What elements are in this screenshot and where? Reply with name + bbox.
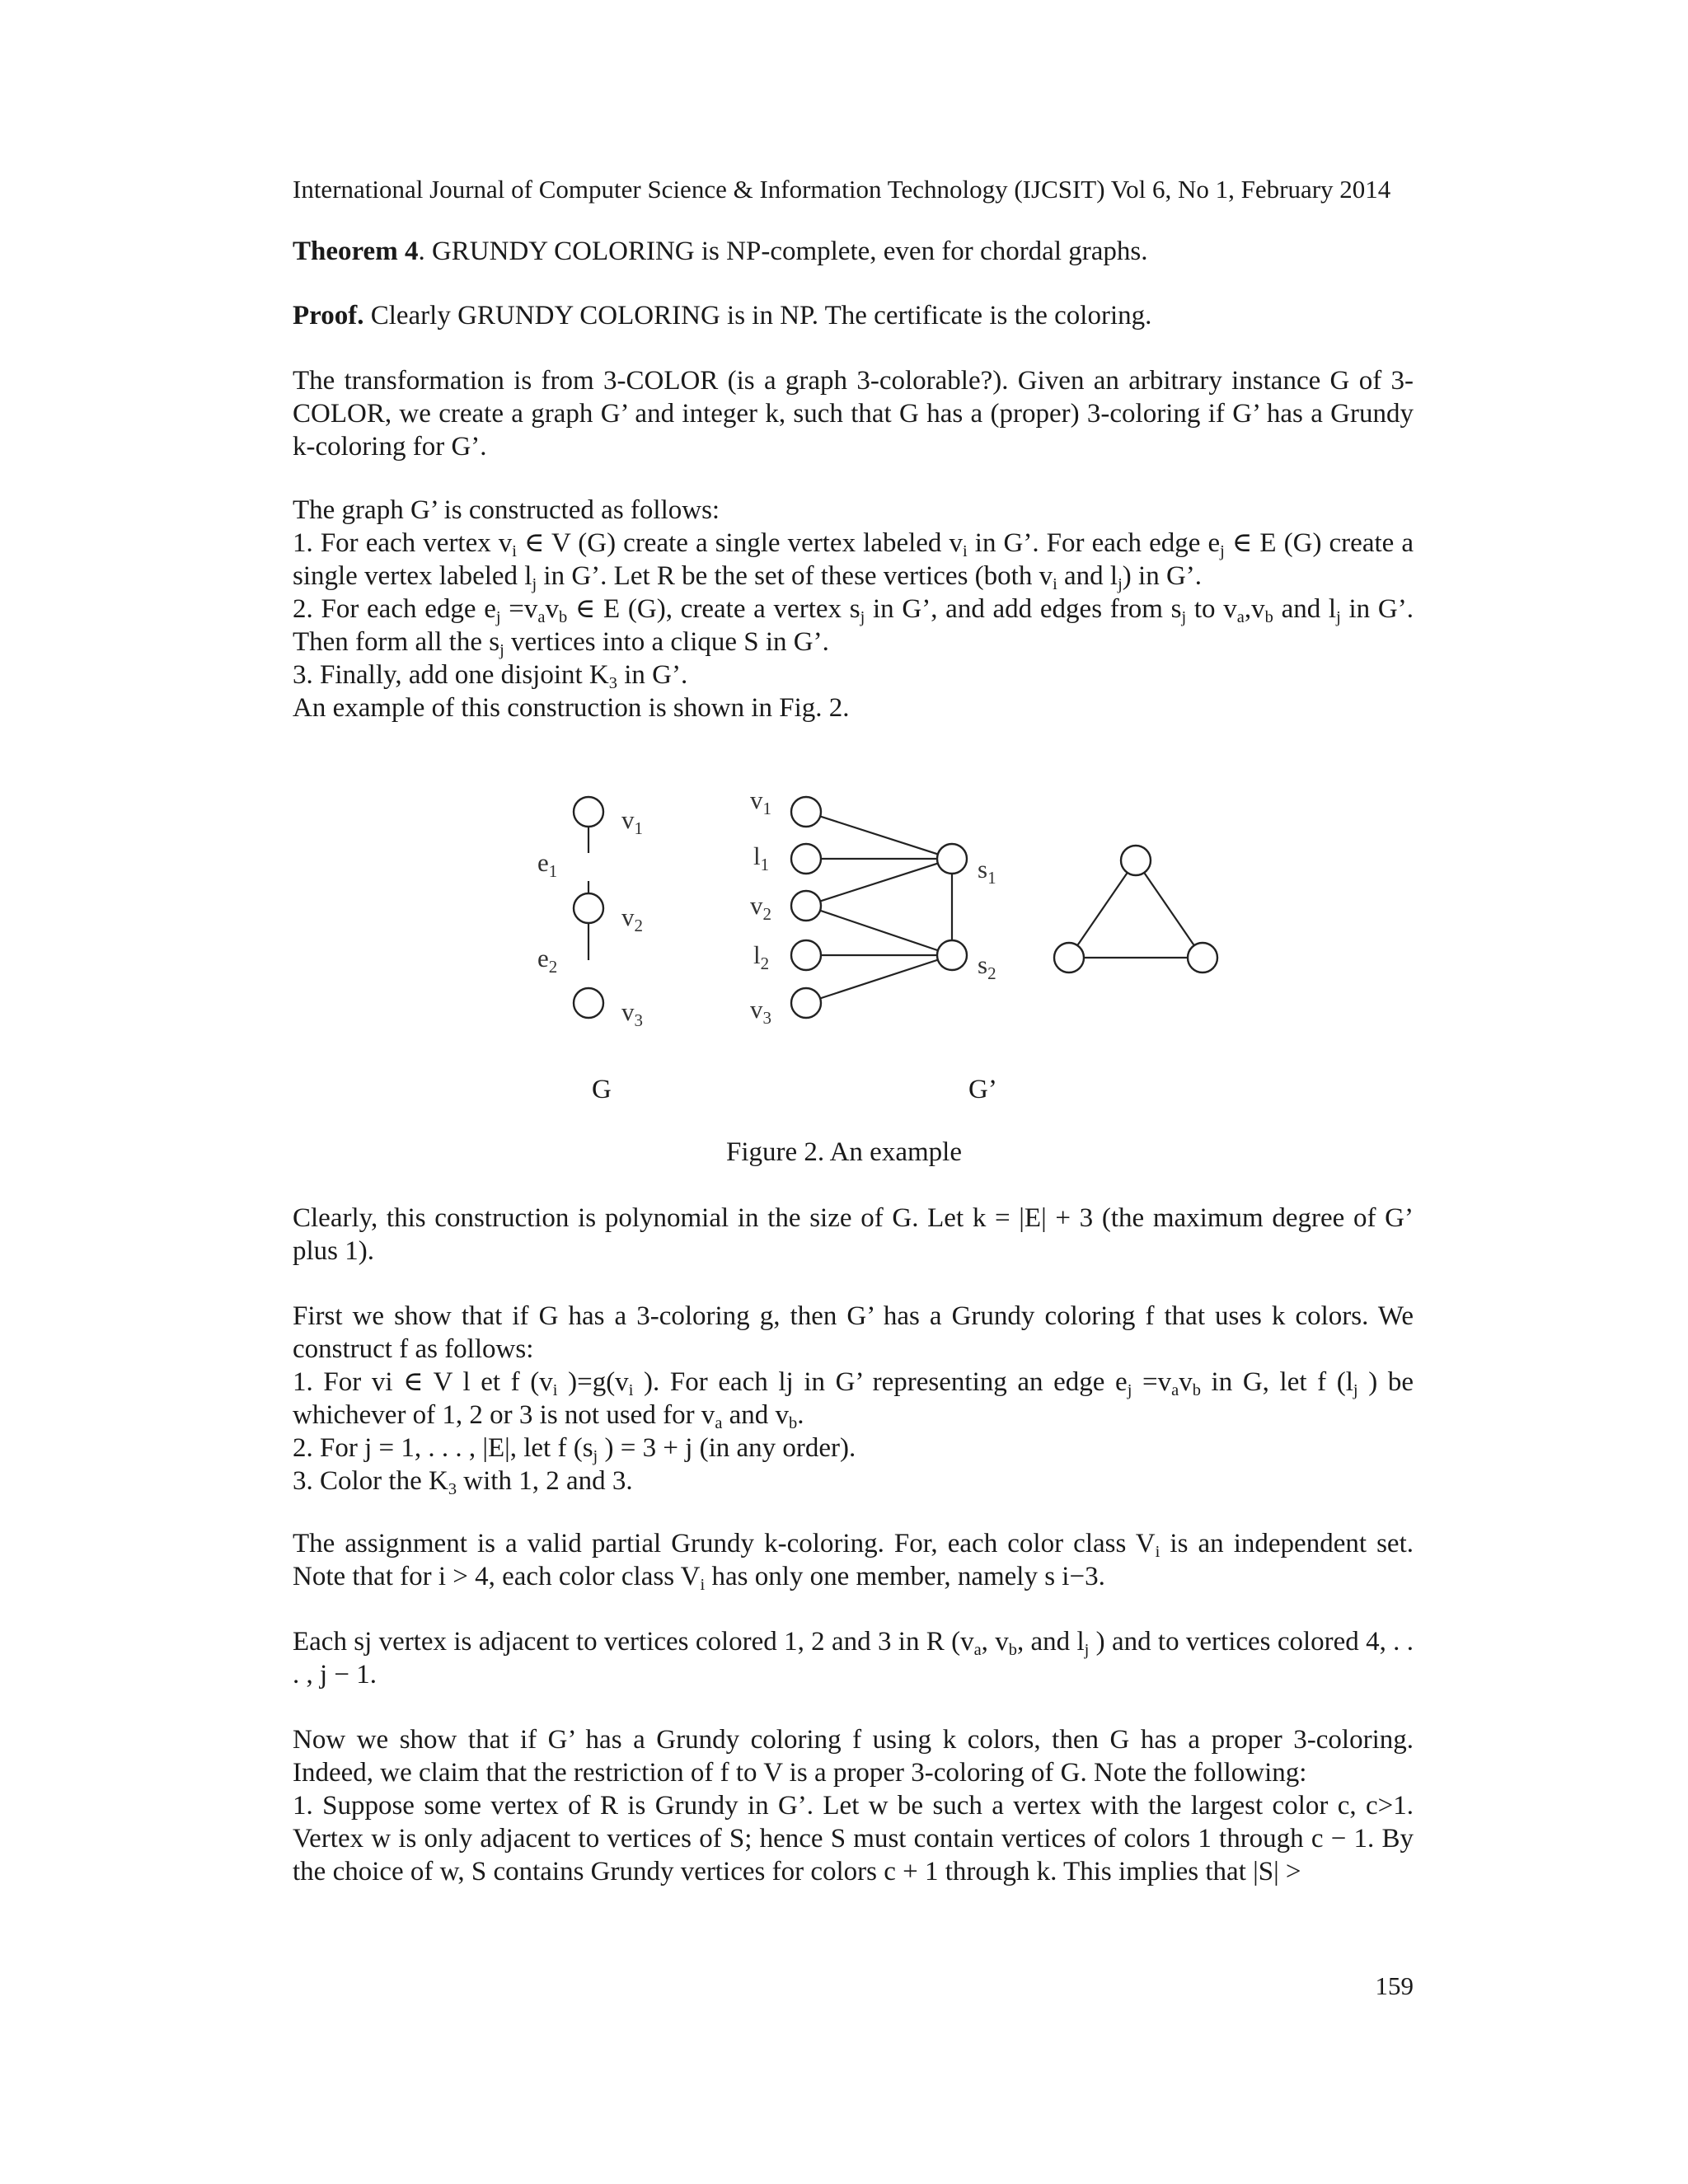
first-direction-intro: First we show that if G has a 3-coloring g, then G’ has a Grundy coloring f that uses k colors. We construct f as follows: [293,1301,1414,1364]
adjacency-paragraph: Each sj vertex is adjacent to vertices colored 1, 2 and 3 in R ($v_a$, $v_b$, and $l_j$ ) and to vertices colored 4, . . . , j − 1. [293,1627,1414,1690]
figure-caption: Figure 2. An example [726,1137,962,1167]
k3-vertex-left [1054,943,1084,972]
label-gprime-v3: $v_3$ [750,995,771,1028]
page-number: 159 [1375,1971,1414,2000]
construction-intro: The graph G’ is constructed as follows: [293,495,720,525]
running-header: International Journal of Computer Science & Information Technology (IJCSIT) Vol 6, No 1, February 2014 [293,175,1391,204]
figure-2-graphs [495,779,1236,1108]
edge-v1-s1 [806,812,952,859]
coloring-step-2: 2. For j = 1, . . . , |E|, let f ($s_j$ ) = 3 + j (in any order). [293,1433,856,1466]
figure-label-g: G [592,1075,612,1104]
g-vertex-v3 [574,988,603,1018]
coloring-step-3: 3. Color the $K_3$ with 1, 2 and 3. [293,1466,633,1499]
g-vertex-v2 [574,893,603,923]
construction-step-2: 2. For each edge $e_j =v_av_b$ ∈ E (G), create a vertex $s_j$ in G’, and add edges from $s_j$ to $v_a,v_b$ and $l_j$ in G’. Then form all the $s_j$ vertices into a clique S in G’. [293,594,1414,660]
gprime-vertex-v2 [791,891,821,921]
construction-step-1: 1. For each vertex $v_i$ ∈ V (G) create a single vertex labeled $v_i$ in G’. For each edge $e_j$ ∈ E (G) create a single vertex labeled $l_j$ in G’. Let R be the set of these vertices (both $v_i$ and $l_j$) in G’. [293,528,1414,594]
label-gprime-l1: $l_1$ [753,841,770,874]
converse-step-1: 1. Suppose some vertex of R is Grundy in G’. Let w be such a vertex with the largest color c, c>1. Vertex w is only adjacent to vertices of S; hence S must contain vertices of colors 1 through c − 1. By the choice of w, S contains Grundy vertices for colors c + 1 through k. This implies that |S| > [293,1791,1414,1886]
k3-vertex-right [1188,943,1217,972]
figure-label-gprime: G’ [968,1075,997,1104]
label-gprime-v2: $v_2$ [750,891,771,924]
gprime-vertex-l2 [791,940,821,970]
gprime-vertex-l1 [791,844,821,874]
figure-2 [495,779,1236,1108]
gprime-vertex-v1 [791,797,821,827]
label-gprime-s2: $s_2$ [978,950,996,983]
assignment-paragraph: The assignment is a valid partial Grundy k-coloring. For, each color class $V_i$ is an independent set. Note that for i > 4, each color class $V_i$ has only one member, namely s i−3. [293,1529,1414,1595]
gprime-vertex-s2 [937,940,967,970]
gprime-vertex-s1 [937,844,967,874]
construction-step-3: 3. Finally, add one disjoint $K_3$ in G’. [293,660,688,693]
polynomial-paragraph: Clearly, this construction is polynomial in the size of G. Let k = |E| + 3 (the maximum degree of G’ plus 1). [293,1203,1414,1266]
coloring-step-1: 1. For vi ∈ V l et f ($v_i$ )$=g(v_i$ ). For each lj in G’ representing an edge $e_j =v_av_b$ in G, let f ($l_j$ ) be whichever of 1, 2 or 3 is not used for $v_a$ and $v_b$. [293,1367,1414,1433]
theorem-label: Theorem 4 [293,237,419,266]
graph-gprime-edges [806,812,1203,1003]
label-g-v2: $v_2$ [621,902,643,935]
label-g-v1: $v_1$ [621,805,643,838]
label-gprime-v1: $v_1$ [750,785,771,818]
converse-paragraph [293,1723,1414,1888]
construction-paragraph [293,494,1414,724]
graph-labels [537,785,996,1030]
k3-vertex-top [1121,846,1151,875]
theorem-4 [293,235,1414,268]
label-gprime-l2: $l_2$ [753,940,770,973]
edge-v3-s2 [806,955,952,1003]
gprime-vertex-v3 [791,988,821,1018]
label-g-e2: $e_2$ [537,944,558,977]
g-vertex-v1 [574,797,603,827]
proof-label: Proof. [293,301,364,330]
transformation-paragraph: The transformation is from 3-COLOR (is a graph 3-colorable?). Given an arbitrary instance G of 3-COLOR, we create a graph G’ and integer k, such that G has a (proper) 3-coloring if G’ has a Grundy k-coloring for G’. [293,366,1414,462]
edge-v2-s1 [806,859,952,906]
label-g-e1: $e_1$ [537,848,558,881]
edge-k3-left [1069,860,1136,958]
proof [293,299,1414,332]
theorem-text: . GRUNDY COLORING is NP-complete, even for chordal graphs. [418,237,1148,266]
edge-k3-right [1136,860,1203,958]
converse-intro: Now we show that if G’ has a Grundy coloring f using k colors, then G has a proper 3-coloring. Indeed, we claim that the restriction of f to V is a proper 3-coloring of G. Note the following: [293,1725,1414,1788]
construction-example: An example of this construction is shown in Fig. 2. [293,693,850,723]
proof-text: Clearly GRUNDY COLORING is in NP. The certificate is the coloring. [363,301,1152,330]
edge-v2-s2 [806,906,952,955]
graph-vertices [574,797,1217,1018]
first-direction-paragraph [293,1300,1414,1497]
label-gprime-s1: $s_1$ [978,855,996,888]
label-g-v3: $v_3$ [621,997,643,1030]
